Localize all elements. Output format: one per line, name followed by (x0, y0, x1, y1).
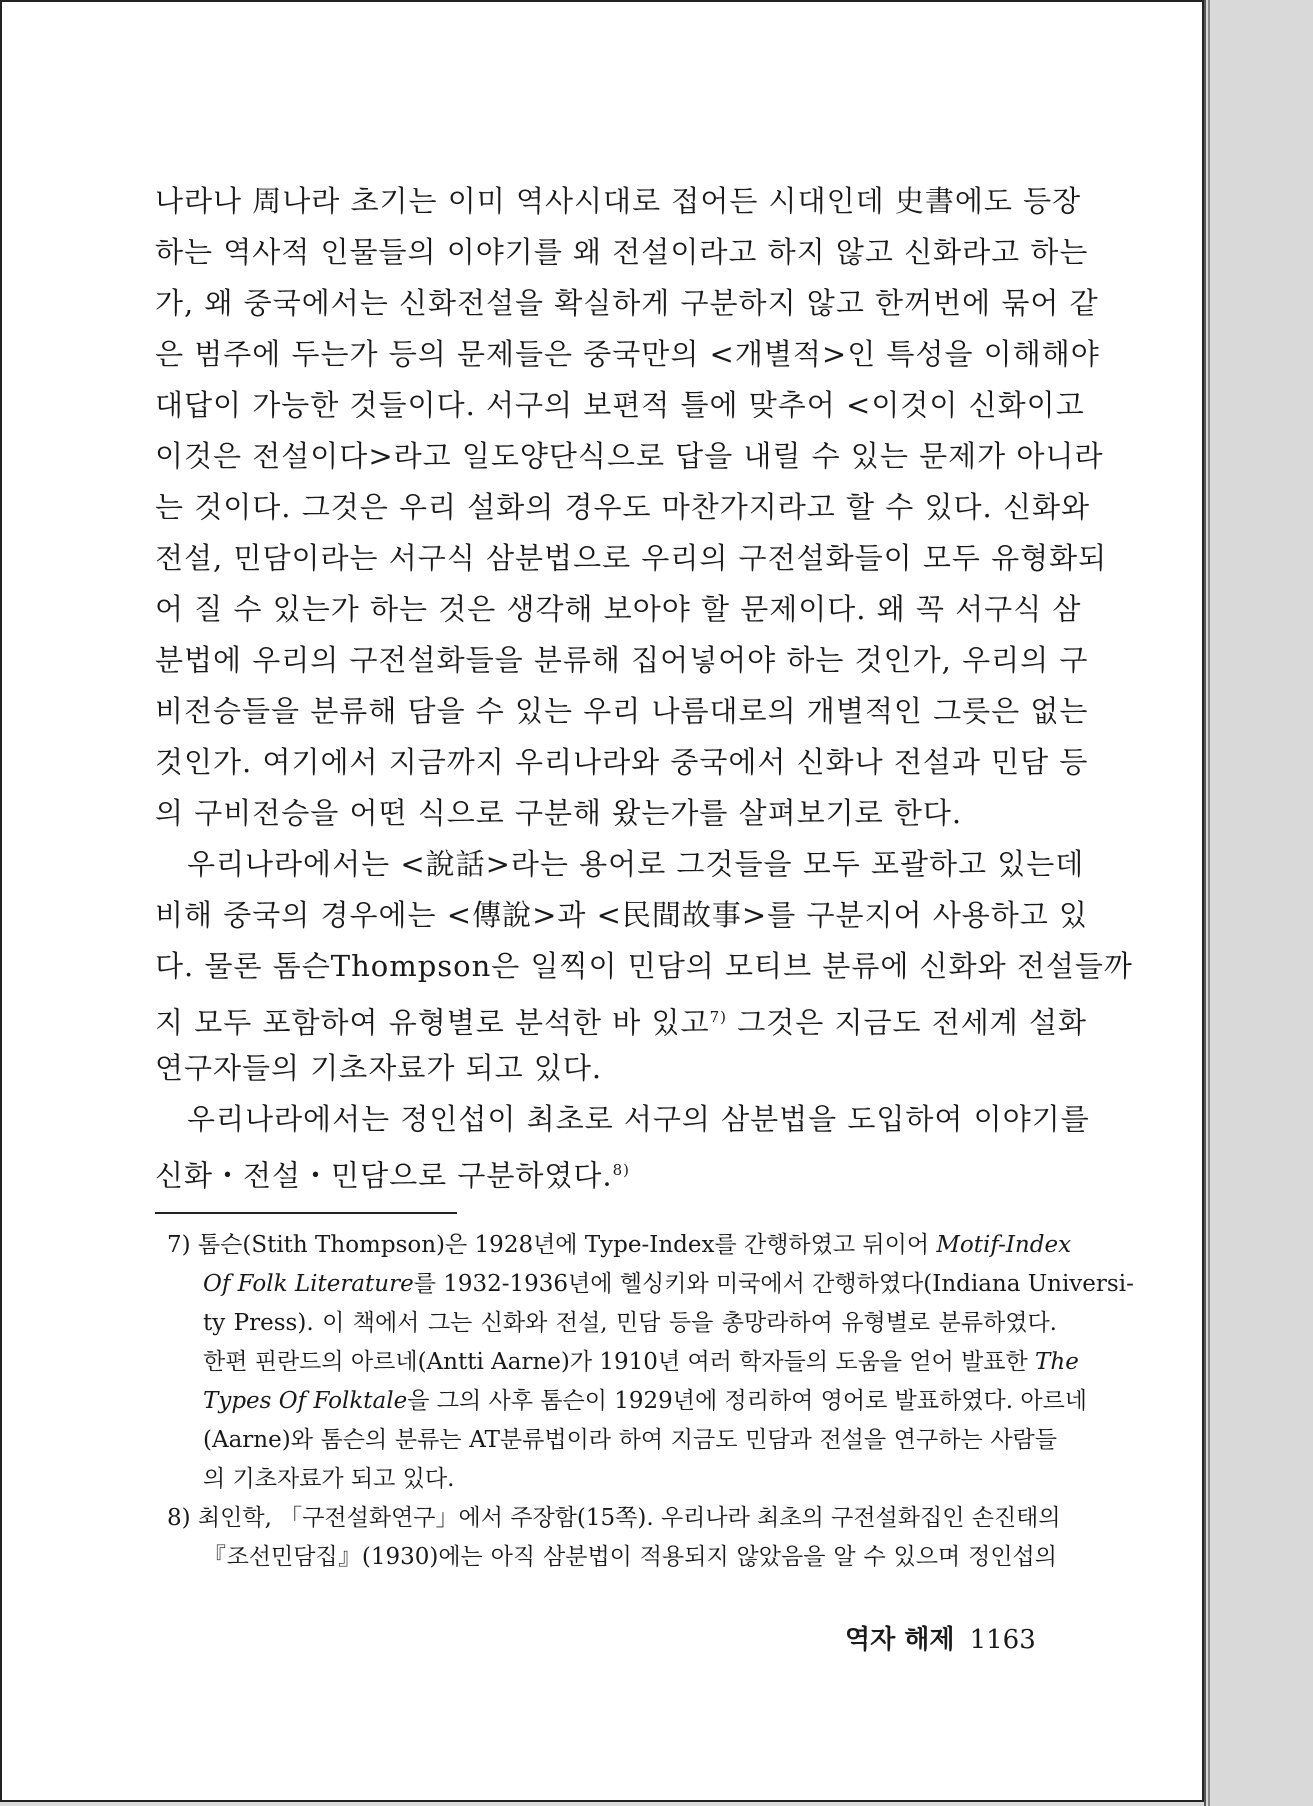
body-line: 나라나 周나라 초기는 이미 역사시대로 접어든 시대인데 史書에도 등장 (155, 184, 1082, 218)
body-line: 하는 역사적 인물들의 이야기를 왜 전설이라고 하지 않고 신화라고 하는 (155, 235, 1089, 269)
footnote-7-line (167, 1265, 1134, 1304)
body-line: 우리나라에서는 정인섭이 최초로 서구의 삼분법을 도입하여 이야기를 (187, 1102, 1090, 1136)
body-line: 가, 왜 중국에서는 신화전설을 확실하게 구분하지 않고 한꺼번에 묶어 같 (155, 286, 1099, 320)
footnote-title: Types Of Folktale (203, 1388, 408, 1414)
body-line: 어 질 수 있는가 하는 것은 생각해 보아야 할 문제이다. 왜 꼭 서구식 삼 (155, 592, 1082, 626)
footnote-7-line: 의 기초자료가 되고 있다. (203, 1466, 455, 1492)
footnote-7-line (167, 1226, 1072, 1265)
footnote-7-line (167, 1382, 1088, 1421)
body-line-part: 지 모두 포함하여 유형별로 분석한 바 있고 (155, 1005, 710, 1040)
footnote-text: 한편 핀란드의 아르네(Antti Aarne)가 1910년 여러 학자들의 도움을 얻어 발표한 (203, 1349, 1028, 1375)
body-line: 우리나라에서는 <說話>라는 용어로 그것들을 모두 포괄하고 있는데 (187, 847, 1085, 881)
body-line: 것인가. 여기에서 지금까지 우리나라와 중국에서 신화나 전설과 민담 등 (155, 745, 1089, 779)
body-line: 비전승들을 분류해 담을 수 있는 우리 나름대로의 개별적인 그릇은 없는 (155, 694, 1089, 728)
footnote-8-line: 8) 최인학, 「구전설화연구」에서 주장함(15쪽). 우리나라 최초의 구전설화집인 손진태의 (167, 1505, 1061, 1531)
footnote-7-line: (Aarne)와 톰슨의 분류는 AT분류법이라 하여 지금도 민담과 전설을 연구하는 사람들 (203, 1427, 1057, 1453)
body-line: 다. 물론 톰슨Thompson은 일찍이 민담의 모티브 분류에 신화와 전설들까 (155, 949, 1133, 983)
footnote-ref-7[interactable]: 7) (709, 1008, 727, 1026)
footnote-ref-8[interactable]: 8) (612, 1161, 631, 1179)
running-title: 역자 해제 (845, 1625, 955, 1655)
footnote-text: 을 그의 사후 톰슨이 1929년에 정리하여 영어로 발표하였다. 아르네 (407, 1388, 1088, 1414)
body-line: 연구자들의 기초자료가 되고 있다. (155, 1051, 603, 1085)
body-line (155, 1145, 1055, 1196)
body-line: 이것은 전설이다>라고 일도양단식으로 답을 내릴 수 있는 문제가 아니라 (155, 439, 1104, 473)
page-number: 1163 (969, 1625, 1036, 1655)
footnote-text: 7) 톰슨(Stith Thompson)은 1928년에 Type-Index를 간행하였고 뒤이어 (167, 1232, 930, 1258)
body-line-part: 신화・전설・민담으로 구분하였다. (155, 1158, 613, 1193)
body-text (155, 176, 1133, 1196)
footnote-divider (155, 1212, 457, 1214)
body-line: 비해 중국의 경우에는 <傳說>과 <民間故事>를 구분지어 사용하고 있 (155, 898, 1089, 932)
footnote-7-line (167, 1343, 1079, 1382)
footnote-title: Motif-Index (936, 1232, 1072, 1258)
body-line: 의 구비전승을 어떤 식으로 구분해 왔는가를 살펴보기로 한다. (155, 796, 963, 830)
footnote-8-line: 『조선민담집』(1930)에는 아직 삼분법이 적용되지 않았음을 알 수 있으며 정인섭의 (203, 1544, 1057, 1570)
body-line: 는 것이다. 그것은 우리 설화의 경우도 마찬가지라고 할 수 있다. 신화와 (155, 490, 1091, 524)
page-edge (1204, 0, 1206, 1806)
footnote-7-line: ty Press). 이 책에서 그는 신화와 전설, 민담 등을 총망라하여 유형별로 분류하였다. (203, 1310, 1057, 1336)
body-line (155, 992, 1087, 1043)
body-line: 분법에 우리의 구전설화들을 분류해 집어넣어야 하는 것인가, 우리의 구 (155, 643, 1089, 677)
footnote-title: Of Folk Literature (203, 1271, 414, 1297)
body-line: 전설, 민담이라는 서구식 삼분법으로 우리의 구전설화들이 모두 유형화되 (155, 541, 1108, 575)
page-footer (845, 1619, 1036, 1656)
footnote-title: The (1035, 1349, 1079, 1375)
body-line: 대답이 가능한 것들이다. 서구의 보편적 틀에 맞추어 <이것이 신화이고 (155, 388, 1085, 422)
footnotes (167, 1226, 1134, 1577)
footnote-text: 를 1932-1936년에 헬싱키와 미국에서 간행하였다(Indiana Universi- (413, 1271, 1134, 1297)
body-line-part: 그것은 지금도 전세계 설화 (737, 1005, 1087, 1040)
page-edge (1208, 0, 1210, 1806)
body-line: 은 범주에 두는가 등의 문제들은 중국만의 <개별적>인 특성을 이해해야 (155, 337, 1100, 371)
